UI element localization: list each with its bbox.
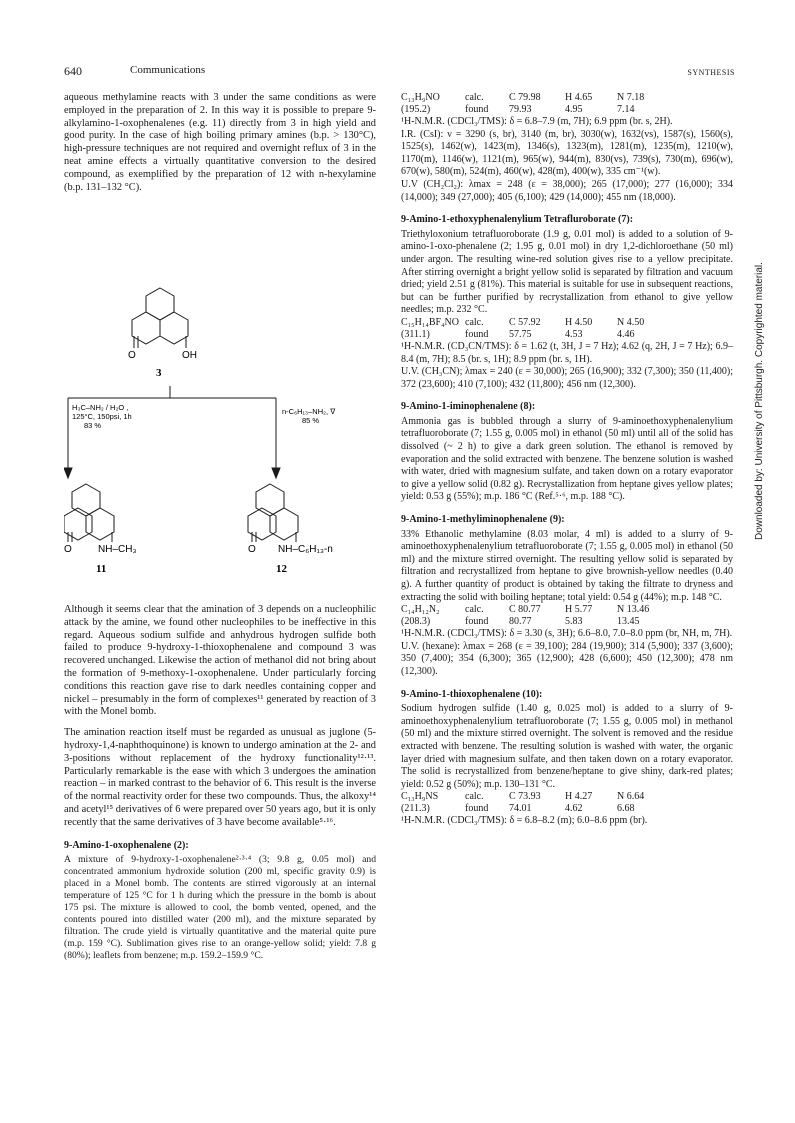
section-text-10: Sodium hydrogen sulfide (1.40 g, 0.025 mol) is added to a slurry of 9-aminoethoxyphenalenylium tetrafluoroborate (7; 1.55 g, 0.005 mol) in methanol (50 ml) and the mixture stirred overnight. The solvent is removed and the residue extracted with benzene. The resulting solution is washed with water, the organic layer dried with magnesium sulfate, and then taken down on a rotary evaporator. The solid is recrystallized from benzene/heptane to give shiny, dark-red plates; yield: 0.52 g (50%); m.p. 130–131 °C.: [401, 703, 733, 790]
compound-11-structure: [64, 484, 114, 542]
anal-c-calc: C 73.93: [509, 791, 541, 803]
download-watermark: Downloaded by: University of Pittsburgh. Copyrighted material.: [754, 262, 765, 540]
section-title-2: 9-Amino-1-oxophenalene (2):: [64, 839, 189, 851]
anal-calc-label: calc.: [465, 92, 484, 103]
section-text-8: Ammonia gas is bubbled through a slurry of 9-aminoethoxyphenalenylium tetrafluoroborate (7; 1.55 g, 0.005 mol) in ethanol (50 ml) until all of the solid has dissolved (~ 2 h) to give a dark green solution. The ethanol is removed by evaporation and the solid extracted with benzene. The benzene solution is washed with water, dried with magnesium sulfate, and taken down on a rotary evaporator to give a yellow solid (0.82 g). Recrystallization from heptane gives yellow plates; yield: 0.53 g (55%); m.p. 186 °C (Ref.⁵·⁶, m.p. 188 °C).: [401, 415, 733, 503]
anal-h-found: 4.62: [565, 803, 583, 815]
left-column: [64, 92, 376, 194]
anal-c-found: 79.93: [509, 104, 532, 115]
right-column: [401, 92, 733, 828]
anal-formula: C₁₅H₁₄BF₄NO: [401, 316, 459, 328]
anal-h-calc: H 4.65: [565, 92, 593, 103]
left-column-lower: [64, 604, 376, 962]
anal-n-found: 7.14: [617, 104, 635, 115]
page-number: 640: [64, 64, 82, 78]
section-title-9: 9-Amino-1-methyliminophenalene (9):: [401, 514, 565, 526]
nmr-10: ¹H-N.M.R. (CDCl₃/TMS): δ = 6.8–8.2 (m); 6.0–8.6 ppm (br).: [401, 815, 648, 827]
cmpd3-number: 3: [156, 367, 162, 379]
anal-c-calc: C 79.98: [509, 92, 541, 103]
anal-n-found: 4.46: [617, 328, 635, 340]
anal-c-found: 74.01: [509, 803, 532, 815]
cmpd12-nh-label: NH–C₆H₁₃-n: [278, 544, 333, 555]
anal-n-found: 13.45: [617, 616, 640, 628]
section-text-7: Triethyloxonium tetrafluoroborate (1.9 g, 0.01 mol) is added to a solution of 9-amino-1-oxo-phenalene (2; 1.95 g, 0.01 mol) in dry 1,2-dichloroethane (50 ml) under argon. The resulting wine-red solution gives rise to a yellow precipitate. After stirring overnight a bright yellow solid is separated by filtration and vacuum dried; yield 2.51 g (81%). This material is suitable for use in subsequent reactions, but can be further purified by recrystallization from ethanol to give yellow needles; m.p. 232 °C.: [401, 228, 733, 316]
section-text-2: A mixture of 9-hydroxy-1-oxophenalene²·³·⁴ (3; 9.8 g, 0.05 mol) and concentrated ammonium hydroxide solution (200 ml, specific gravity 0.9) is placed in a Monel bomb. The contents are stirred vigorously at an internal temperature of 125 °C for 1 h during which the pressure in the bomb is about 175 psi. The mixture is allowed to cool, the bomb vented, opened, and the contents poured into distilled water (200 ml), and the mixture separated by filtration. The crude yield is virtually quantitative and the material quite pure (m.p. 159 °C). Sublimation gives rise to an orange-yellow solid; yield: 7.8 g (80%); leaflets from benzene; m.p. 159.2–159.9 °C.: [64, 854, 376, 962]
anal-mw: (208.3): [401, 616, 431, 628]
anal-found-label: found: [465, 616, 489, 628]
cmpd12-o-label: O: [248, 544, 256, 555]
anal-c-found: 57.75: [509, 328, 532, 340]
anal-calc-label: calc.: [465, 316, 484, 328]
nmr-2: ¹H-N.M.R. (CDCl₃/TMS): δ = 6.8–7.9 (m, 7H); 6.9 ppm (br. s, 2H).: [401, 116, 673, 127]
anal-mw: (211.3): [401, 803, 430, 815]
section-title-7: 9-Amino-1-ethoxyphenalenylium Tetrafluroborate (7):: [401, 214, 634, 226]
anal-h-calc: H 4.50: [565, 316, 593, 328]
journal-name-header: SYNTHESIS: [687, 68, 735, 77]
analysis-table-2: [401, 92, 733, 116]
anal-found-label: found: [465, 328, 489, 340]
paragraph-amination: The amination reaction itself must be regarded as unusual as juglone (5-hydroxy-1,4-naphthoquinone) is known to undergo amination at the 2- and 3-positions without replacement of the hydroxy functionality¹²·¹³. Particularly remarkable is the ease with which 3 undergoes the amination reaction – in marked contrast to the behavior of 6. This result is the inverse of the normal reactivity order for these two compounds. Thus, the alkoxy¹⁴ and acetyl¹⁵ derivatives of 6 were prepared over 50 years ago, but it is only recently that the same derivatives of 3 have become available⁵·¹⁶.: [64, 727, 376, 828]
cmpd11-nh-label: NH–CH₃: [98, 544, 137, 555]
compound-12-structure: [248, 484, 298, 542]
cmpd12-number: 12: [276, 563, 287, 575]
cond-right-line2: 85 %: [302, 416, 320, 425]
cmpd3-o-label: O: [128, 350, 136, 361]
reaction-scheme: [64, 280, 376, 580]
anal-h-found: 5.83: [565, 616, 583, 628]
anal-calc-label: calc.: [465, 791, 484, 803]
uv-7: U.V. (CH₃CN); λmax = 240 (ε = 30,000); 265 (16,900); 332 (7,300); 350 (11,400); 372 (23,600); 410 (7,100); 432 (11,800); 456 nm (12,300).: [401, 366, 733, 390]
anal-c-found: 80.77: [509, 616, 532, 628]
cond-left-line3: 83 %: [84, 421, 102, 430]
anal-mw: (195.2): [401, 104, 431, 115]
section-title-10: 9-Amino-1-thioxophenalene (10):: [401, 688, 543, 700]
anal-n-calc: N 13.46: [617, 604, 650, 616]
uv-9: U.V. (hexane): λmax = 268 (ε = 39,100); 284 (19,900); 314 (5,900); 337 (3,600); 350 (7,400); 354 (6,300); 365 (12,900); 428 (6,600); 450 (12,300); 478 nm (12,300).: [401, 640, 733, 677]
anal-n-found: 6.68: [617, 803, 635, 815]
anal-h-found: 4.95: [565, 104, 583, 115]
compound-3-structure: [132, 288, 188, 348]
nmr-7: ¹H-N.M.R. (CD₃CN/TMS): δ = 1.62 (t, 3H, J = 7 Hz); 4.62 (q, 2H, J = 7 Hz); 6.9–8.4 (m, 7H); 8.5 (br. s, 1H); 8.9 ppm (br. s, 1H).: [401, 340, 733, 365]
anal-n-calc: N 7.18: [617, 92, 645, 103]
anal-n-calc: N 4.50: [617, 316, 645, 328]
anal-n-calc: N 6.64: [617, 791, 645, 803]
anal-formula: C₁₃H₉NS: [401, 791, 439, 803]
uv-2: U.V (CH₂Cl₂): λmax = 248 (ε = 38,000); 265 (17,000); 277 (16,000); 334 (14,000); 349 (27,000); 405 (6,100); 429 (14,000); 455 nm (18,000).: [401, 178, 733, 203]
cmpd11-number: 11: [96, 563, 107, 575]
analysis-table-7: [401, 317, 733, 341]
anal-c-calc: C 80.77: [509, 604, 541, 616]
analysis-table-9: [401, 604, 733, 628]
anal-h-calc: H 5.77: [565, 604, 593, 616]
anal-formula: C₁₃H₉NO: [401, 92, 440, 103]
anal-c-calc: C 57.92: [509, 316, 541, 328]
cmpd11-o-label: O: [64, 544, 72, 555]
journal-section-header: Communications: [130, 64, 206, 76]
paragraph-intro: aqueous methylamine reacts with 3 under the same conditions as were employed in the preparation of 2. In this way it is possible to prepare 9-alkylamino-1-oxophenalenes (e.g. 11) directly from 3 in high yield and good purity. In the case of high boiling primary amines (b.p. > 130°C), high-pressure techniques are not required and overnight reflux of 3 in the neat amine effects a virtually quantitative conversion to the desired compound, as exemplified by the preparation of 12 with n-hexylamine (b.p. 131–132 °C).: [64, 92, 376, 193]
analysis-table-10: [401, 791, 733, 815]
section-title-8: 9-Amino-1-iminophenalene (8):: [401, 401, 536, 413]
cmpd3-oh-label: OH: [182, 350, 197, 361]
section-text-9: 33% Ethanolic methylamine (8.03 molar, 4 ml) is added to a slurry of 9-aminoethoxyphenalenylium tetrafluoroborate (7; 1.55 g, 0.005 mol) in ethanol (50 ml) and the mixture stirred overnight. The resulting yellow solid is separated by filtration and recrystallized from heptane to give brownish-yellow needles (0.40 g). A further quantity of product is obtained by taking the filtrate to dryness and extracting the solid with boiling heptane; total yield: 0.54 g (44%); m.p. 148 °C.: [401, 528, 733, 603]
cond-left-line2: 125°C, 150psi, 1h: [72, 412, 132, 421]
ir-2: I.R. (CsI): ν = 3290 (s, br), 3140 (m, br), 3030(w), 1632(vs), 1587(s), 1560(s), 1525(s), 1462(w), 1423(m), 1346(s), 1323(m), 1281(m), 1235(m), 1210(w), 1170(m), 1146(w), 1121(m), 965(w), 944(m), 830(vs), 739(s), 730(m), 696(w), 670(w), 580(m), 524(m), 460(w), 428(m), 400(w), 335 cm⁻¹(w).: [401, 128, 733, 178]
anal-mw: (311.1): [401, 328, 430, 340]
anal-found-label: found: [465, 104, 489, 115]
anal-h-found: 4.53: [565, 328, 583, 340]
cond-right-line1: n-C₆H₁₃–NH₂, ∇: [282, 407, 336, 416]
reaction-arrows: [64, 386, 280, 478]
nmr-9: ¹H-N.M.R. (CDCl₃/TMS): δ = 3.30 (s, 3H); 6.6–8.0, 7.0–8.0 ppm (br, NH, m, 7H).: [401, 628, 733, 640]
cond-left-line1: H₃C–NH₂ / H₂O ,: [72, 403, 129, 412]
anal-formula: C₁₄H₁₂N₂: [401, 604, 440, 616]
anal-found-label: found: [465, 803, 489, 815]
paragraph-nucleophiles: Although it seems clear that the amination of 3 depends on a nucleophilic attack by the amine, we found other nucleophiles to be ineffective in this regard. Aqueous sodium sulfide and anhydrous hydrogen sulfide both failed to produce 9-hydroxy-1-thioxophenalene and compound 3 was recovered unchanged. Likewise the action of methanol did not bring about the formation of 9-methoxy-1-oxophenalene. Under particularly forcing conditions this reaction gave rise to dark needles containing copper and nickel – presumably in the form of complexes¹¹ generated by reaction of 3 with the Monel bomb.: [64, 604, 376, 718]
anal-h-calc: H 4.27: [565, 791, 593, 803]
anal-calc-label: calc.: [465, 604, 484, 616]
